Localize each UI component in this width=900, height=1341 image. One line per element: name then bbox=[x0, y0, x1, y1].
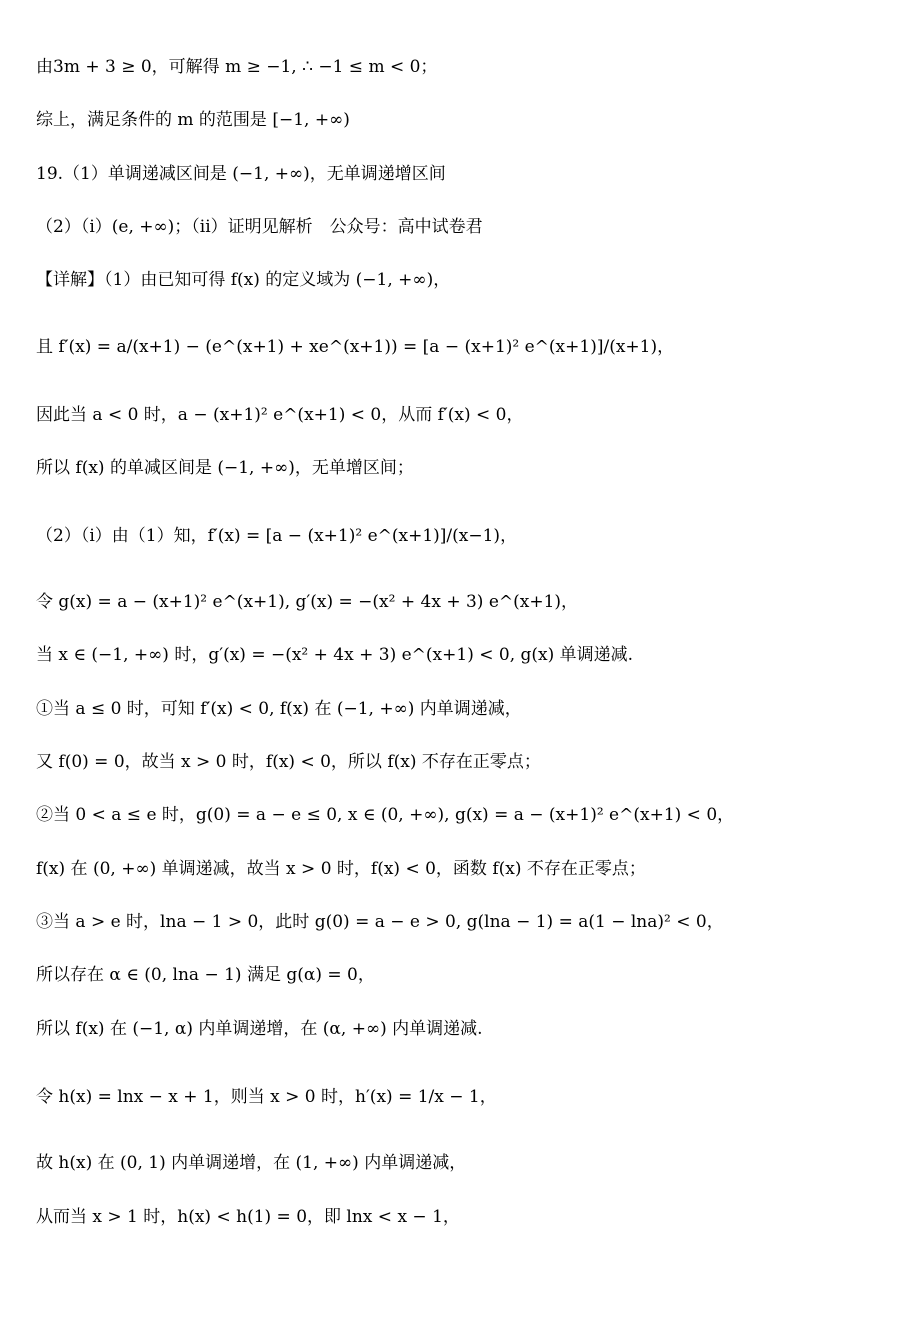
text-line: 所以 f(x) 的单减区间是 (−1, +∞)，无单增区间； bbox=[36, 458, 414, 478]
text-line: f(x) 在 (0, +∞) 单调递减，故当 x > 0 时，f(x) < 0，函数 f(x) 不存在正零点； bbox=[36, 859, 646, 879]
text-line: ①当 a ≤ 0 时，可知 f′(x) < 0, f(x) 在 (−1, +∞) 内单调递减， bbox=[36, 699, 522, 719]
text-line: （2）（i）(e, +∞)；（ii）证明见解析 公众号：高中试卷君 bbox=[36, 217, 483, 237]
text-line: 令 g(x) = a − (x+1)² e^(x+1), g′(x) = −(x² + 4x + 3) e^(x+1)， bbox=[36, 592, 579, 612]
text-line: （2）（i）由（1）知，f′(x) = [a − (x+1)² e^(x+1)]/(x−1)， bbox=[36, 526, 518, 546]
text-line: 当 x ∈ (−1, +∞) 时，g′(x) = −(x² + 4x + 3) e^(x+1) < 0, g(x) 单调递减. bbox=[36, 645, 634, 665]
text-line: 综上，满足条件的 m 的范围是 [−1, +∞) bbox=[36, 110, 350, 130]
text-line: 所以存在 α ∈ (0, lna − 1) 满足 g(α) = 0， bbox=[36, 965, 375, 985]
text-line: 由3m + 3 ≥ 0，可解得 m ≥ −1, ∴ −1 ≤ m < 0； bbox=[36, 57, 438, 77]
text-line: 故 h(x) 在 (0, 1) 内单调递增，在 (1, +∞) 内单调递减， bbox=[36, 1153, 467, 1173]
text-line: 19.（1）单调递减区间是 (−1, +∞)，无单调递增区间 bbox=[36, 164, 446, 184]
text-line: ③当 a > e 时，lna − 1 > 0，此时 g(0) = a − e > 0, g(lna − 1) = a(1 − lna)² < 0， bbox=[36, 912, 724, 932]
text-line: 【详解】（1）由已知可得 f(x) 的定义域为 (−1, +∞)， bbox=[36, 270, 451, 290]
text-line: 且 f′(x) = a/(x+1) − (e^(x+1) + xe^(x+1)) = [a − (x+1)² e^(x+1)]/(x+1)， bbox=[36, 337, 675, 357]
text-line: ②当 0 < a ≤ e 时，g(0) = a − e ≤ 0, x ∈ (0, +∞), g(x) = a − (x+1)² e^(x+1) < 0， bbox=[36, 805, 735, 825]
text-line: 所以 f(x) 在 (−1, α) 内单调递增，在 (α, +∞) 内单调递减. bbox=[36, 1019, 483, 1039]
text-line: 因此当 a < 0 时，a − (x+1)² e^(x+1) < 0，从而 f′(x) < 0， bbox=[36, 405, 524, 425]
text-line: 从而当 x > 1 时，h(x) < h(1) = 0，即 lnx < x − 1， bbox=[36, 1207, 460, 1227]
text-line: 又 f(0) = 0，故当 x > 0 时，f(x) < 0，所以 f(x) 不存在正零点； bbox=[36, 752, 541, 772]
text-line: 令 h(x) = lnx − x + 1，则当 x > 0 时，h′(x) = 1/x − 1， bbox=[36, 1087, 497, 1107]
